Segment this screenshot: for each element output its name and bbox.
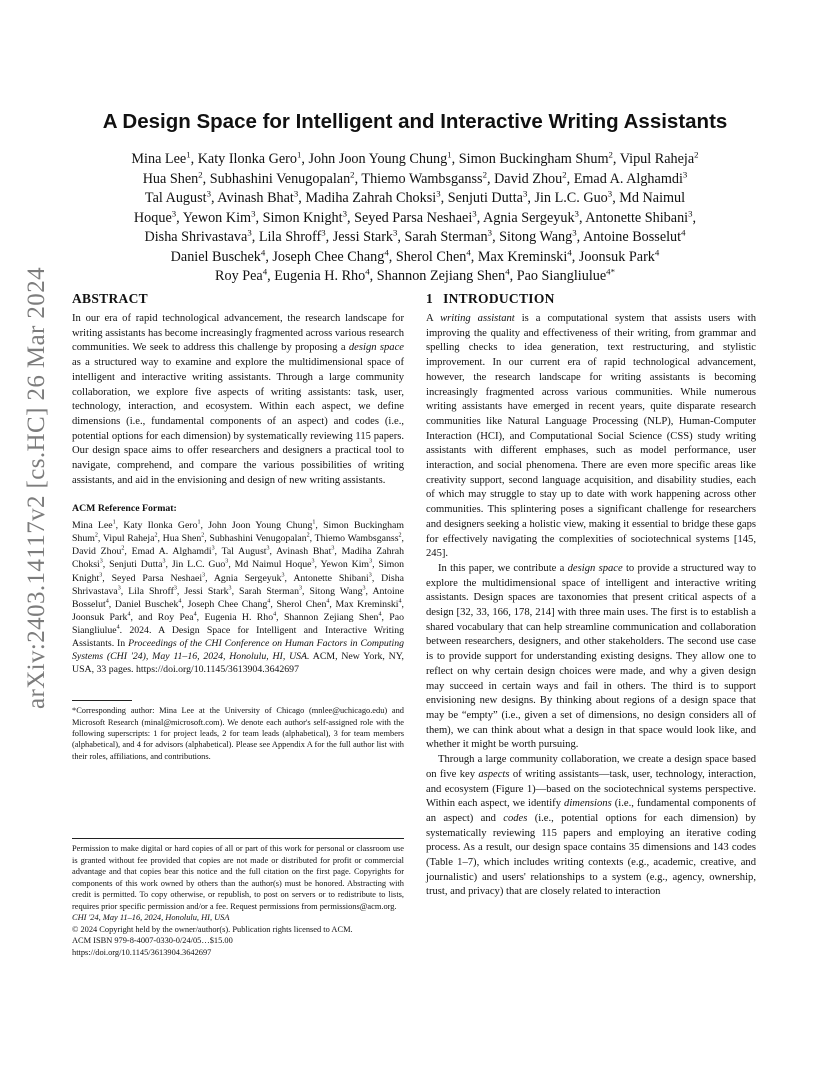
permission-block [72,838,404,958]
introduction-heading [426,290,756,308]
left-column [72,290,404,762]
author-list: Mina Lee$^1$, Katy Ilonka Gero$^1$, John Joon Young Chung$^1$, Simon Buckingham Shum$^2$, Vipul Raheja$^2$ Hua Shen$^2$, Subhashini Venugopalan$^2$, Thiemo Wambsganss$^2$, David Zhou$^2$, Emad A. Alghamdi$^3$ Tal August$^3$, Avinash Bhat$^3$, Madiha Zahrah Choksi$^3$, Senjuti Dutta$^3$, Jin L.C. Guo$^3$, Md Naimul Hoque$^3$, Yewon Kim$^3$, Simon Knight$^3$, Seyed Parsa Neshaei$^3$, Agnia Sergeyuk$^3$, Antonette Shibani$^3$, Disha Shrivastava$^3$, Lila Shroff$^3$, Jessi Stark$^3$, Sarah Sterman$^3$, Sitong Wang$^3$, Antoine Bosselut$^4$ Daniel Buschek$^4$, Joseph Chee Chang$^4$, Sherol Chen$^4$, Max Kreminski$^4$, Joonsuk Park$^4$ Roy Pea$^4$, Eugenia H. Rho$^4$, Shannon Zejiang Shen$^4$, Pao Siangliulue$^{4*}$ [131,149,699,284]
section-title: INTRODUCTION [443,291,555,306]
conference-line: CHI '24, May 11–16, 2024, Honolulu, HI, USA [72,913,230,922]
section-number: 1 [426,291,434,306]
footnote-rule [72,700,132,701]
paper-title: A Design Space for Intelligent and Interactive Writing Assistants [102,110,728,133]
arxiv-id-text: arXiv:2403.14117v2 [cs.HC] 26 Mar 2024 [23,267,50,709]
copyright-line: © 2024 Copyright held by the owner/author(s). Publication rights licensed to ACM. [72,924,353,934]
abstract-heading: ABSTRACT [72,291,148,306]
acm-reference-heading: ACM Reference Format: [72,503,177,515]
doi-link[interactable]: https://doi.org/10.1145/3613904.3642697 [72,947,212,957]
intro-paragraph-2: In this paper, we contribute a design space to provide a structured way to explore the multidimensional space of intelligent and interactive writing assistants. Design spaces are taxonomies that present critical aspects of a design [32, 33, 166, 178, 214] with three main uses. The first is to establish a shared vocabulary that can help streamline communication and collaboration between researchers, designers, and other stakeholders. The second use case is to provide support for understanding existing designs. They allow one to reflect on why certain design choices were made, and why a given design may succeed in certain ways and fail in others. The third is to support envisioning new designs. By thinking about regions of a design space that may be “empty” (i.e., given a set of dimensions, no design considers all of them), we can think about what a design in that space would look like, and whether it might be worth pursuing. [426,562,756,751]
abstract-body: In our era of rapid technological advancement, the research landscape for writing assistants has become increasingly fragmented across various research communities. We seek to address this challenge by proposing a design space as a structured way to examine and explore the multidimensional space of intelligent and interactive writing assistants. Through a large community collaboration, we explore five aspects of writing assistants: task, user, technology, interaction, and ecosystem. Within each aspect, we define dimensions (i.e., fundamental components of an aspect) and codes (i.e., potential options for each dimension) by systematically reviewing 115 papers. Our design space aims to offer researchers and designers a practical tool to navigate, comprehend, and compare the various possibilities of writing assistants, and aid in the envisioning and design of new writing assistants. [72,313,404,486]
corresponding-author-footnote: *Corresponding author: Mina Lee at the University of Chicago (mnlee@uchicago.edu) and Microsoft Research (minal@microsoft.com). We denote each author's self-assigned role with the following superscripts: 1 for project leads, 2 for team leads (alphabetical), 3 for team members (alphabetical), and 4 for advisors (alphabetical). Please see Appendix A for the full author list with their roles, affiliations, and contributions. [72,706,404,761]
acm-reference-body: Mina Lee$^1$, Katy Ilonka Gero$^1$, John Joon Young Chung$^1$, Simon Buckingham Shum$^2$, Vipul Raheja$^2$, Hua Shen$^2$, Subhashini Venugopalan$^2$, Thiemo Wambsganss$^2$, David Zhou$^2$, Emad A. Alghamdi$^3$, Tal August$^3$, Avinash Bhat$^3$, Madiha Zahrah Choksi$^3$, Senjuti Dutta$^3$, Jin L.C. Guo$^3$, Md Naimul Hoque$^3$, Yewon Kim$^3$, Simon Knight$^3$, Seyed Parsa Neshaei$^3$, Agnia Sergeyuk$^3$, Antonette Shibani$^3$, Disha Shrivastava$^3$, Lila Shroff$^3$, Jessi Stark$^3$, Sarah Sterman$^3$, Sitong Wang$^3$, Antoine Bosselut$^4$, Daniel Buschek$^4$, Joseph Chee Chang$^4$, Sherol Chen$^4$, Max Kreminski$^4$, Joonsuk Park$^4$, and Roy Pea$^4$, Eugenia H. Rho$^4$, Shannon Zejiang Shen$^4$, Pao Siangliulue$^4$. 2024. A Design Space for Intelligent and Interactive Writing Assistants. In Proceedings of the CHI Conference on Human Factors in Computing Systems (CHI '24), May 11–16, 2024, Honolulu, HI, USA. ACM, New York, NY, USA, 33 pages. https://doi.org/10.1145/3613904.3642697 [72,519,405,676]
isbn-line: ACM ISBN 979-8-4007-0330-0/24/05…$15.00 [72,936,233,945]
permission-text: Permission to make digital or hard copies of all or part of this work for personal or classroom use is granted without fee provided that copies are not made or distributed for profit or commercial advantage and that copies bear this notice and the full citation on the first page. Copyrights for components of this work owned by others than the author(s) must be honored. Abstracting with credit is permitted. To copy otherwise, or republish, to post on servers or to redistribute to lists, requires prior specific permission and/or a fee. Request permissions from permissions@acm.org. [72,844,404,911]
right-column [426,290,756,900]
arxiv-identifier [14,267,60,709]
intro-paragraph-3: Through a large community collaboration, we create a design space based on five key aspects of writing assistants—task, user, technology, interaction, and ecosystem (Figure 1)—based on the sociotechnical systems perspective. Within each aspect, we identify dimensions (i.e., fundamental components of an aspect) and codes (i.e., potential options for each dimension) by systematically reviewing 115 papers and employing an iterative coding process. As a result, our design space contains 35 dimensions and 143 codes (Table 1–7), which includes writing contexts (e.g., academic, creative, and journalistic) and users' relationships to a system (e.g., agency, ownership, trust, and privacy) that are closely related to interaction [426,754,756,898]
intro-paragraph-1: A writing assistant is a computational system that assists users with improving the quality and effectiveness of their writing, from grammar and spelling checks to idea generation, text restructuring, and stylistic improvement. In our current era of rapid technological advancement, however, the research landscape for writing assistants is becoming increasingly fragmented across various communities. While numerous writing assistants have emerged in recent years, quite disparate research communities like Natural Language Processing (NLP), Human-Computer Interaction (HCI), and Computational Social Science (CSS) study writing assistants with different emphases, such as model performance, user interaction, and social phenomena. There are even more specific areas like creativity support, second language acquisition, and disability studies, each of which may struggle to stay up to date with work happening across other communities. This splintering poses a significant challenge for researchers and designers seeking a holistic view, making it essential to bridge these gaps for effectively navigating the complexities of sociotechnical systems [145, 245]. [426,313,756,560]
